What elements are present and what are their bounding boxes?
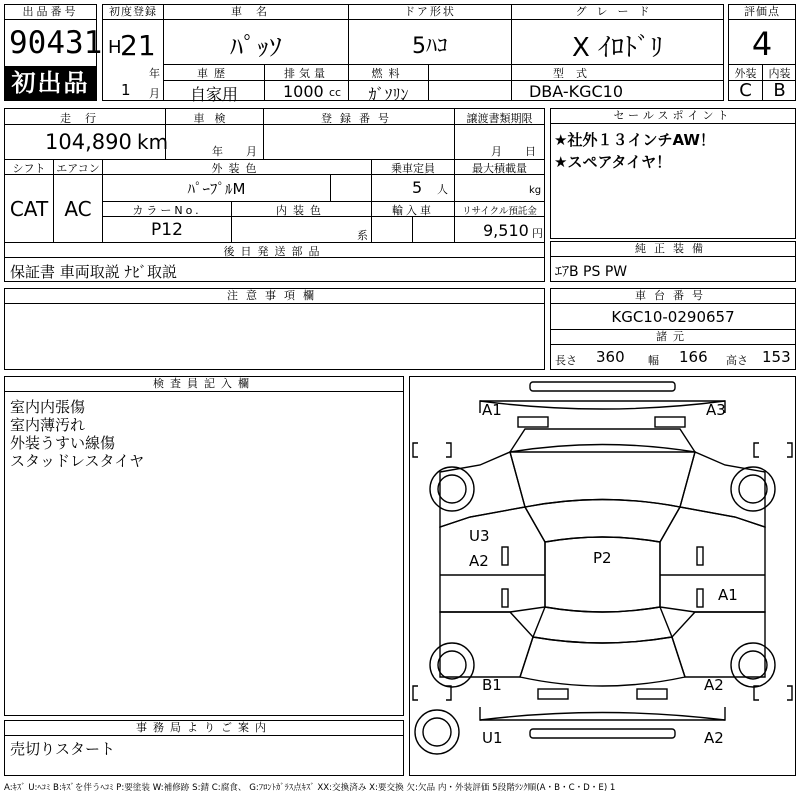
displacement-unit: cc bbox=[329, 86, 342, 99]
damage-mark: B1 bbox=[482, 676, 502, 694]
divider bbox=[412, 216, 413, 242]
damage-mark: A3 bbox=[706, 401, 726, 419]
month-unit: 月 bbox=[149, 87, 160, 100]
later-parts: 保証書 車両取説 ﾅﾋﾞ取説 bbox=[10, 263, 178, 281]
model-label: 型式 bbox=[553, 67, 599, 80]
displacement-label: 排気量 bbox=[284, 67, 329, 80]
specs-box bbox=[4, 108, 545, 282]
capacity-unit: 人 bbox=[437, 183, 448, 196]
int-color-suffix: 系 bbox=[357, 229, 368, 242]
year: 21 bbox=[120, 29, 156, 62]
damage-mark: U1 bbox=[482, 729, 503, 747]
damage-mark: A1 bbox=[482, 401, 502, 419]
interior-grade-label: 内装 bbox=[768, 67, 791, 80]
equipment-value: ｴｱB PS PW bbox=[555, 264, 628, 280]
door-type-label: ドア形状 bbox=[349, 5, 511, 20]
capacity: 5 bbox=[412, 178, 423, 197]
history-label: 車歴 bbox=[197, 67, 231, 80]
capacity-label: 乗車定員 bbox=[391, 162, 435, 175]
import-label: 輸入車 bbox=[392, 204, 434, 217]
inspector-line-1: 室内内張傷 bbox=[10, 398, 86, 416]
main-header-box bbox=[102, 4, 724, 104]
inspector-line-4: スタッドレスタイヤ bbox=[10, 452, 145, 470]
interior-grade: B bbox=[773, 80, 786, 101]
later-parts-label: 後日発送部品 bbox=[223, 245, 326, 258]
width-label: 幅 bbox=[648, 354, 659, 367]
length: 360 bbox=[596, 348, 625, 366]
max-load-label: 最大積載量 bbox=[472, 162, 527, 175]
divider bbox=[330, 174, 331, 201]
ext-color: ﾊﾟｰﾌﾟﾙM bbox=[187, 180, 246, 198]
fuel: ｶﾞｿﾘﾝ bbox=[368, 85, 409, 104]
recycle: 9,510 bbox=[483, 221, 529, 240]
chassis-box bbox=[550, 288, 796, 370]
year-unit: 年 bbox=[149, 67, 160, 80]
score-box bbox=[728, 4, 796, 101]
lot-number-box bbox=[4, 4, 103, 101]
recycle-unit: 円 bbox=[532, 227, 543, 240]
car-name: ﾊﾟｯｿ bbox=[229, 33, 282, 63]
inspector-line-2: 室内薄汚れ bbox=[10, 416, 86, 434]
transfer-month-unit: 月 bbox=[491, 145, 502, 158]
color-no: P12 bbox=[151, 220, 183, 240]
sales-point-box bbox=[550, 108, 796, 239]
lot-number: 90431 bbox=[9, 25, 103, 61]
inspection-year-unit: 年 bbox=[212, 145, 223, 158]
ext-color-label: 外装色 bbox=[211, 162, 263, 175]
height-label: 高さ bbox=[726, 354, 748, 367]
max-load-unit: kg bbox=[529, 185, 542, 196]
sales-point-1: ★社外１３インチAW！ bbox=[554, 131, 715, 149]
inspector-label: 検査員記入欄 bbox=[5, 377, 403, 392]
recycle-label: リサイクル預託金 bbox=[462, 206, 537, 217]
chassis-number: KGC10-0290657 bbox=[611, 308, 735, 326]
damage-mark: P2 bbox=[593, 549, 612, 567]
ac-label: エアコン bbox=[56, 162, 100, 175]
damage-mark: A1 bbox=[718, 586, 738, 604]
inspection-month-unit: 月 bbox=[246, 145, 257, 158]
damage-mark: A2 bbox=[704, 729, 724, 747]
exterior-grade: C bbox=[739, 80, 752, 101]
dims-label: 諸元 bbox=[551, 330, 795, 345]
int-color-label: 内装色 bbox=[276, 204, 327, 217]
door-type: 5ﾊｺ bbox=[412, 34, 448, 59]
damage-mark: U3 bbox=[469, 527, 490, 545]
car-name-label: 車名 bbox=[164, 5, 348, 20]
reg-no-label: 登録番号 bbox=[321, 112, 397, 125]
inspector-box bbox=[4, 376, 404, 716]
legend: A:ｷｽﾞ U:ﾍｺﾐ B:ｷｽﾞを伴うﾍｺﾐ P:要塗装 W:補修跡 S:錆 C:腐食、 G:ﾌﾛﾝﾄｶﾞﾗｽ点ｷｽﾞ XX:交換済み X:要交換 欠:欠品 内・外装評価 5段階ﾗﾝｸ順(A・B・C・D・E) 1 bbox=[4, 783, 616, 793]
lot-number-label: 出品番号 bbox=[5, 5, 96, 20]
shift: CAT bbox=[9, 197, 49, 221]
month: 1 bbox=[121, 81, 131, 99]
office-text: 売切りスタート bbox=[10, 740, 116, 758]
office-label: 事務局よりご案内 bbox=[5, 721, 403, 736]
office-box bbox=[4, 720, 404, 776]
divider bbox=[264, 80, 265, 100]
first-reg-label: 初度登録 bbox=[103, 5, 163, 20]
score-label: 評価点 bbox=[729, 5, 795, 20]
score: 4 bbox=[751, 25, 773, 63]
grade: X ｲﾛﾄﾞﾘ bbox=[571, 33, 664, 63]
width: 166 bbox=[679, 348, 708, 366]
displacement: 1000 bbox=[283, 82, 324, 101]
damage-mark: A2 bbox=[704, 676, 724, 694]
inspector-line-3: 外装うすい線傷 bbox=[10, 434, 116, 452]
exterior-grade-label: 外装 bbox=[734, 67, 757, 80]
mileage-label: 走行 bbox=[60, 112, 110, 125]
color-no-label: カラーNo. bbox=[132, 204, 202, 217]
car-diagram bbox=[409, 376, 796, 776]
notes-box bbox=[4, 288, 545, 370]
shift-label: シフト bbox=[12, 162, 46, 175]
history: 自家用 bbox=[189, 85, 238, 104]
transfer-day-unit: 日 bbox=[525, 145, 536, 158]
notes-label: 注意事項欄 bbox=[5, 289, 544, 304]
chassis-label: 車台番号 bbox=[551, 289, 795, 304]
height: 153 bbox=[762, 348, 791, 366]
era: H bbox=[108, 37, 122, 58]
damage-mark: A2 bbox=[469, 552, 489, 570]
transfer-label: 譲渡書類期限 bbox=[466, 112, 533, 125]
model: DBA-KGC10 bbox=[528, 82, 624, 101]
mileage: 104,890 bbox=[45, 130, 132, 154]
fuel-label: 燃料 bbox=[371, 67, 406, 80]
sales-point-2: ★スペアタイヤ！ bbox=[554, 153, 672, 171]
grade-label: グレード bbox=[512, 5, 723, 20]
inspection-label: 車検 bbox=[193, 112, 236, 125]
first-listing-badge: 初出品 bbox=[5, 66, 96, 100]
equipment-box bbox=[550, 241, 796, 282]
mileage-unit: km bbox=[137, 130, 169, 154]
car-outline bbox=[410, 377, 795, 775]
ac: AC bbox=[64, 197, 92, 221]
equipment-label: 純正装備 bbox=[551, 242, 795, 257]
sales-point-label: セールスポイント bbox=[551, 109, 795, 124]
length-label: 長さ bbox=[555, 354, 577, 367]
